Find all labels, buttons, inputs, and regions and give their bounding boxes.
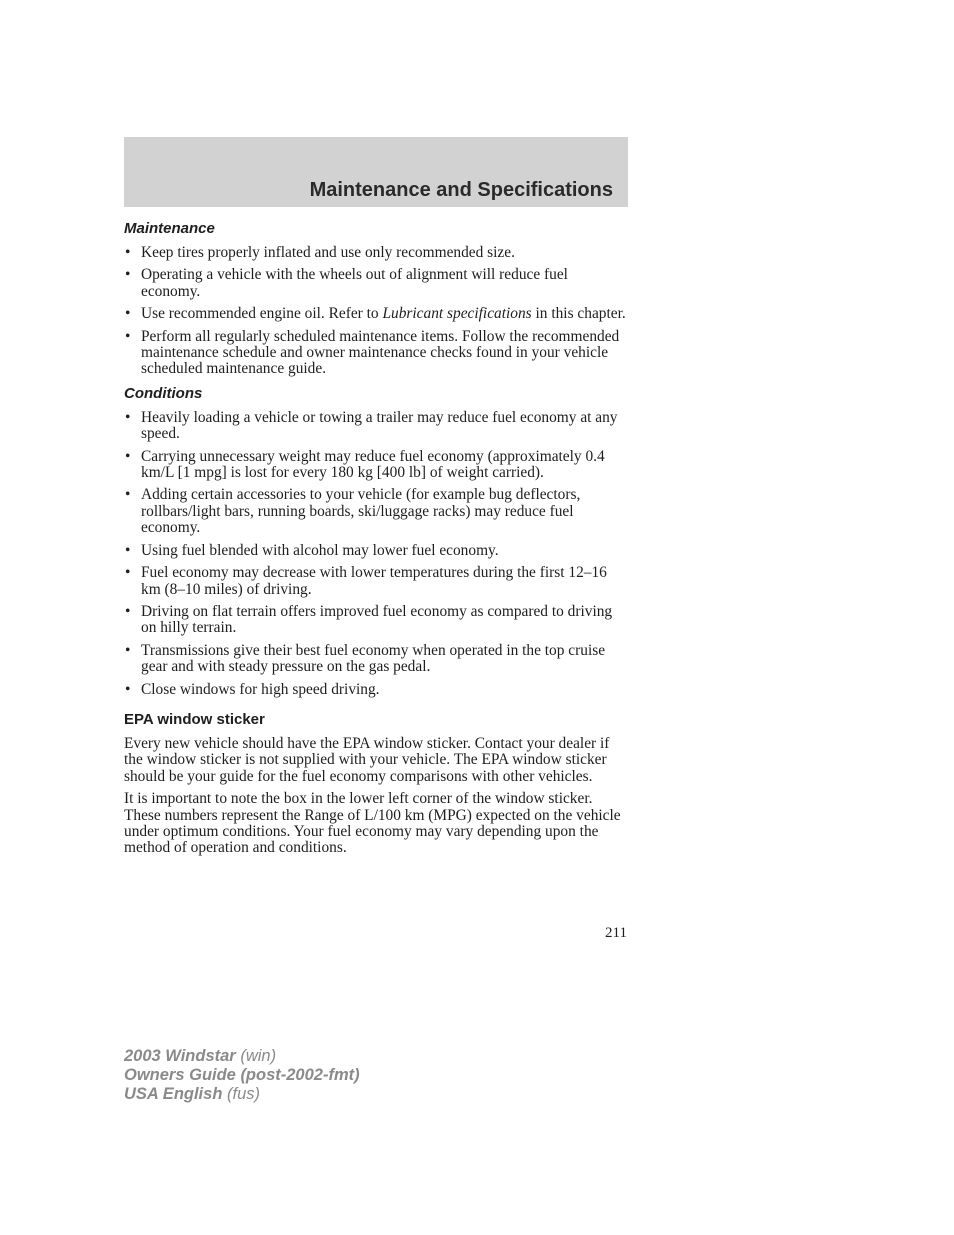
conditions-heading: Conditions: [124, 384, 203, 402]
epa-paragraph: Every new vehicle should have the EPA window sticker. Contact your dealer if the window sticker is not supplied with your vehicle. The EPA window sticker should be your guide for the fuel economy comparisons with other vehicles.: [124, 734, 610, 785]
bullet-icon: •: [125, 486, 131, 504]
list-item-text: Driving on flat terrain offers improved fuel economy as compared to driving on hilly terrain.: [141, 602, 613, 637]
list-item-text: Fuel economy may decrease with lower temperatures during the first 12–16 km (8–10 miles) of driving.: [141, 564, 607, 598]
bullet-icon: •: [125, 266, 131, 284]
cross-reference: Lubricant specifications: [382, 305, 532, 323]
list-item-text-before: Use recommended engine oil. Refer to: [141, 305, 383, 323]
list-item: [124, 543, 630, 559]
list-item: [124, 604, 630, 637]
list-item-text: Transmissions give their best fuel economy when operated in the top cruise gear and with steady pressure on the gas pedal.: [141, 641, 606, 676]
list-item-text: Close windows for high speed driving.: [141, 680, 380, 698]
section-header-band: [124, 137, 628, 207]
footer-line-language: USA English (fus): [124, 1085, 260, 1103]
bullet-icon: •: [125, 641, 131, 659]
page-content: [124, 219, 630, 863]
bullet-icon: •: [125, 305, 131, 323]
list-item-text: Operating a vehicle with the wheels out of alignment will reduce fuel economy.: [141, 266, 568, 300]
bullet-icon: •: [125, 541, 131, 559]
maintenance-heading: Maintenance: [124, 220, 215, 237]
list-item-text-after: in this chapter.: [531, 305, 626, 323]
bullet-icon: •: [125, 244, 131, 261]
list-item-text: Heavily loading a vehicle or towing a trailer may reduce fuel economy at any speed.: [141, 408, 618, 443]
list-item-text: Carrying unnecessary weight may reduce fuel economy (approximately 0.4 km/L [1 mpg] is lost for every 180 kg [400 lb] of weight carried).: [141, 447, 605, 482]
bullet-icon: •: [125, 327, 131, 345]
bullet-icon: •: [125, 602, 131, 620]
list-item: [124, 449, 630, 482]
list-item: [124, 329, 630, 378]
list-item: [124, 565, 630, 598]
footer-line-guide: Owners Guide (post-2002-fmt): [124, 1066, 360, 1084]
list-item: [124, 487, 630, 536]
document-footer: [124, 1047, 360, 1104]
epa-heading: EPA window sticker: [124, 710, 265, 728]
footer-line-model: 2003 Windstar (win): [124, 1047, 277, 1065]
list-item: [124, 267, 630, 300]
list-item: [124, 245, 630, 261]
bullet-icon: •: [125, 447, 131, 465]
maintenance-list: [124, 245, 630, 378]
list-item: [124, 643, 630, 676]
list-item-text: Using fuel blended with alcohol may lower fuel economy.: [141, 541, 499, 559]
list-item: [124, 682, 630, 698]
list-item-text: Perform all regularly scheduled maintenance items. Follow the recommended maintenance schedule and owner maintenance checks found in your vehicle scheduled maintenance guide.: [141, 327, 620, 378]
list-item: [124, 306, 630, 322]
list-item: [124, 410, 630, 443]
list-item-text: Keep tires properly inflated and use only recommended size.: [141, 244, 515, 261]
conditions-list: [124, 410, 630, 698]
list-item-text: Adding certain accessories to your vehicle (for example bug deflectors, rollbars/light bars, running boards, ski/luggage racks) may reduce fuel economy.: [141, 486, 581, 537]
bullet-icon: •: [125, 680, 131, 698]
bullet-icon: •: [125, 564, 131, 582]
bullet-icon: •: [125, 408, 131, 426]
epa-paragraph: It is important to note the box in the lower left corner of the window sticker. These numbers represent the Range of L/100 km (MPG) expected on the vehicle under optimum conditions. Your fuel economy may vary depending upon the method of operation and conditions.: [124, 790, 621, 857]
section-title: Maintenance and Specifications: [309, 179, 613, 201]
page-number: 211: [605, 925, 627, 941]
